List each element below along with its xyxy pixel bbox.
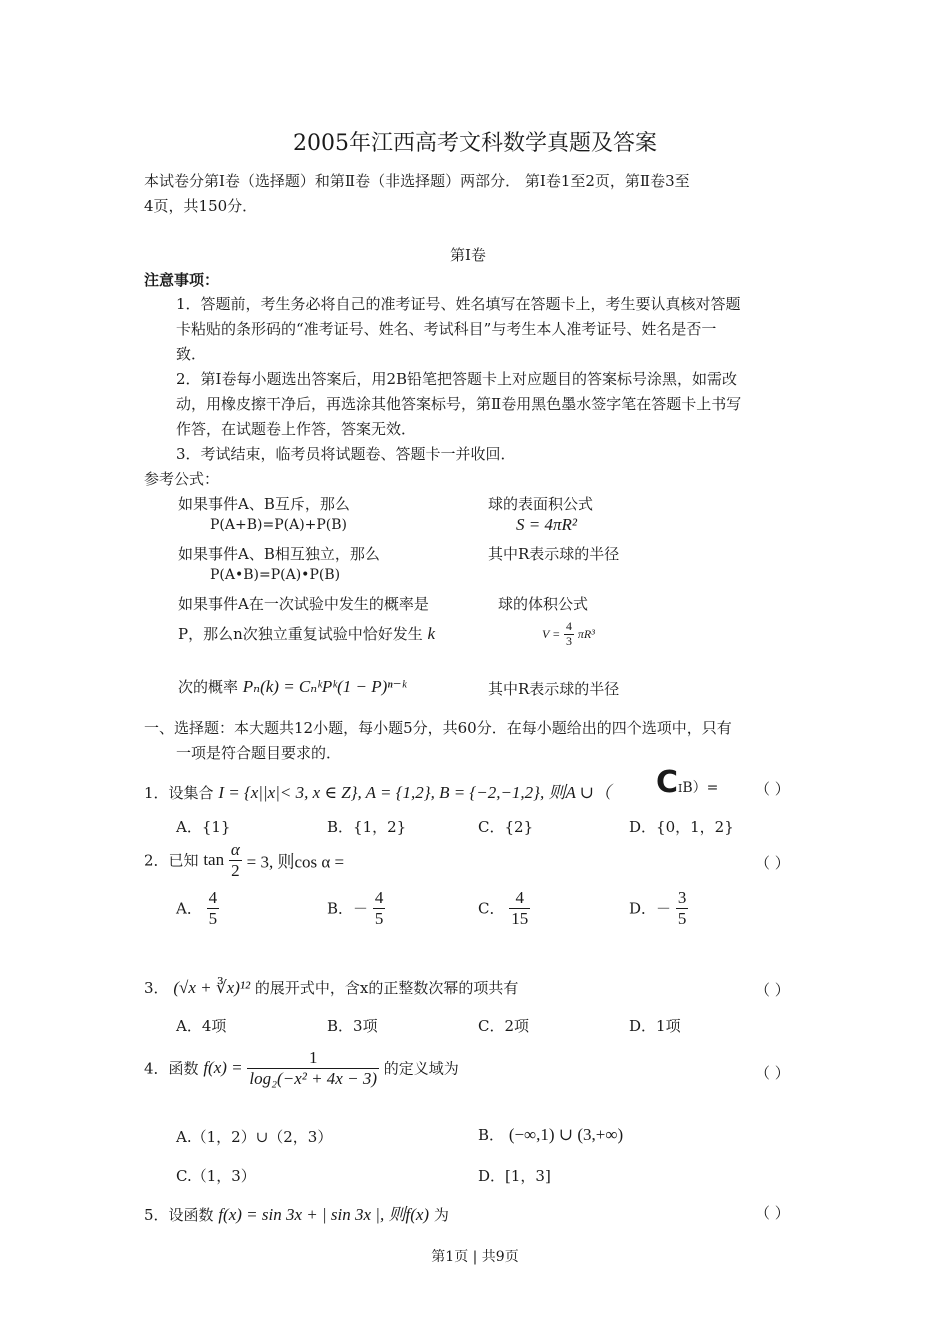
radius-note-2: 其中R表示球的半径 [488,680,620,698]
q3-option-d: D．1项 [629,1017,681,1035]
question-1: 1．设集合 I = {x||x|< 3, x ∈ Z}, A = {1,2}, B = {−2,−1,2}, 则A ∪（ [144,783,612,802]
q3-option-c: C．2项 [478,1017,530,1035]
page-footer: 第1页 | 共9页 [431,1249,519,1265]
answer-paren-2: （ ） [755,854,790,872]
part1-line-2: 一项是符合题目要求的． [176,744,342,762]
q4-option-c: C.（1，3） [176,1167,256,1185]
part1-line-1: 一、选择题：本大题共12小题，每小题5分，共60分．在每小题给出的四个选项中，只有 [144,719,732,737]
sphere-area-formula: S = 4πR² [516,515,577,534]
note-1-line-2: 卡粘贴的条形码的“准考证号、姓名、考试科目”与考生本人准考证号、姓名是否一 [176,320,717,338]
q1-option-b: B．{1，2} [327,818,407,836]
question-3: 3． (√x + ∛x)¹² 的展开式中，含x的正整数次幂的项共有 [144,978,519,997]
question-2: 2．已知 tan $\frac{\alpha}{2}$ = 3, 则cos α = [144,840,345,880]
notes-heading: 注意事项： [144,271,220,289]
formula-3-line-3: 次的概率 Pₙ(k) = CₙᵏPᵏ(1 − P)ⁿ⁻ᵏ [178,677,407,696]
formula-1-text: 如果事件A、B互斥，那么 [178,495,350,513]
answer-paren-3: （ ） [755,981,790,999]
question-4: 4．函数 f(x) = $\frac{1}{\text{log₂(−x² + 4x − 3)}}$ 的定义域为 [144,1048,459,1088]
q1-option-a: A．{1} [176,818,231,836]
binomial-probability-formula: Pₙ(k) = CₙᵏPᵏ(1 − P)ⁿ⁻ᵏ [242,677,407,696]
radius-note-1: 其中R表示球的半径 [488,545,620,563]
note-1-line-1: 1．答题前，考生务必将自己的准考证号、姓名填写在答题卡上，考生要认真核对答题 [176,295,741,313]
note-2-line-2: 动，用橡皮擦干净后，再选涂其他答案标号，第Ⅱ卷用黑色墨水签字笔在答题卡上书写 [176,395,742,413]
note-3: 3．考试结束，临考员将试题卷、答题卡一并收回． [176,445,516,463]
q3-option-b: B．3项 [327,1017,378,1035]
formula-3-line-1: 如果事件A在一次试验中发生的概率是 [178,595,429,613]
note-2-line-1: 2．第Ⅰ卷每小题选出答案后，用2B铅笔把答题卡上对应题目的答案标号涂黑，如需改 [176,370,738,388]
page-title: 2005年江西高考文科数学真题及答案 [293,131,657,156]
sphere-area-label: 球的表面积公式 [488,495,594,513]
q4-option-d: D．[1，3] [478,1167,551,1185]
q2-option-c: C． $\frac{4}{15}$ [478,888,529,928]
formula-2-text: 如果事件A、B相互独立，那么 [178,545,380,563]
q2-option-b: B．－ $\frac{4}{5}$ [327,888,384,928]
note-2-line-3: 作答，在试题卷上作答，答案无效． [176,420,417,438]
q1-option-c: C．{2} [478,818,534,836]
complement-symbol: CIB）= [656,765,719,800]
sphere-volume-label: 球的体积公式 [498,595,589,613]
answer-paren-4: （ ） [755,1064,790,1082]
formula-3-line-2: P，那么n次独立重复试验中恰好发生 k [178,624,436,643]
sphere-volume-formula: V = $\frac{4}{3}$ πR³ [542,619,595,648]
q4-option-b: B． (−∞,1) ∪ (3,+∞) [478,1125,624,1144]
q2-option-a: A． $\frac{4}{5}$ [176,888,218,928]
section-title: 第Ⅰ卷 [450,246,486,264]
q2-option-d: D．－ $\frac{3}{5}$ [629,888,687,928]
q4-option-a: A.（1，2）∪（2，3） [176,1128,333,1146]
formulas-heading: 参考公式： [144,470,220,488]
intro-line-1: 本试卷分第Ⅰ卷（选择题）和第Ⅱ卷（非选择题）两部分． 第Ⅰ卷1至2页，第Ⅱ卷3至 [144,172,690,190]
q3-option-a: A．4项 [176,1017,227,1035]
formula-1-eq: P(A+B)=P(A)+P(B) [210,517,348,533]
intro-line-2: 4页，共150分． [144,197,258,215]
answer-paren-5: （ ） [755,1204,790,1222]
q1-option-d: D．{0，1，2} [629,818,734,836]
answer-paren-1: （ ） [755,780,790,798]
formula-2-eq: P(A•B)=P(A)•P(B) [210,567,341,583]
note-1-line-3: 致． [176,345,207,363]
question-5: 5．设函数 f(x) = sin 3x + | sin 3x |, 则f(x) 为 [144,1205,449,1224]
